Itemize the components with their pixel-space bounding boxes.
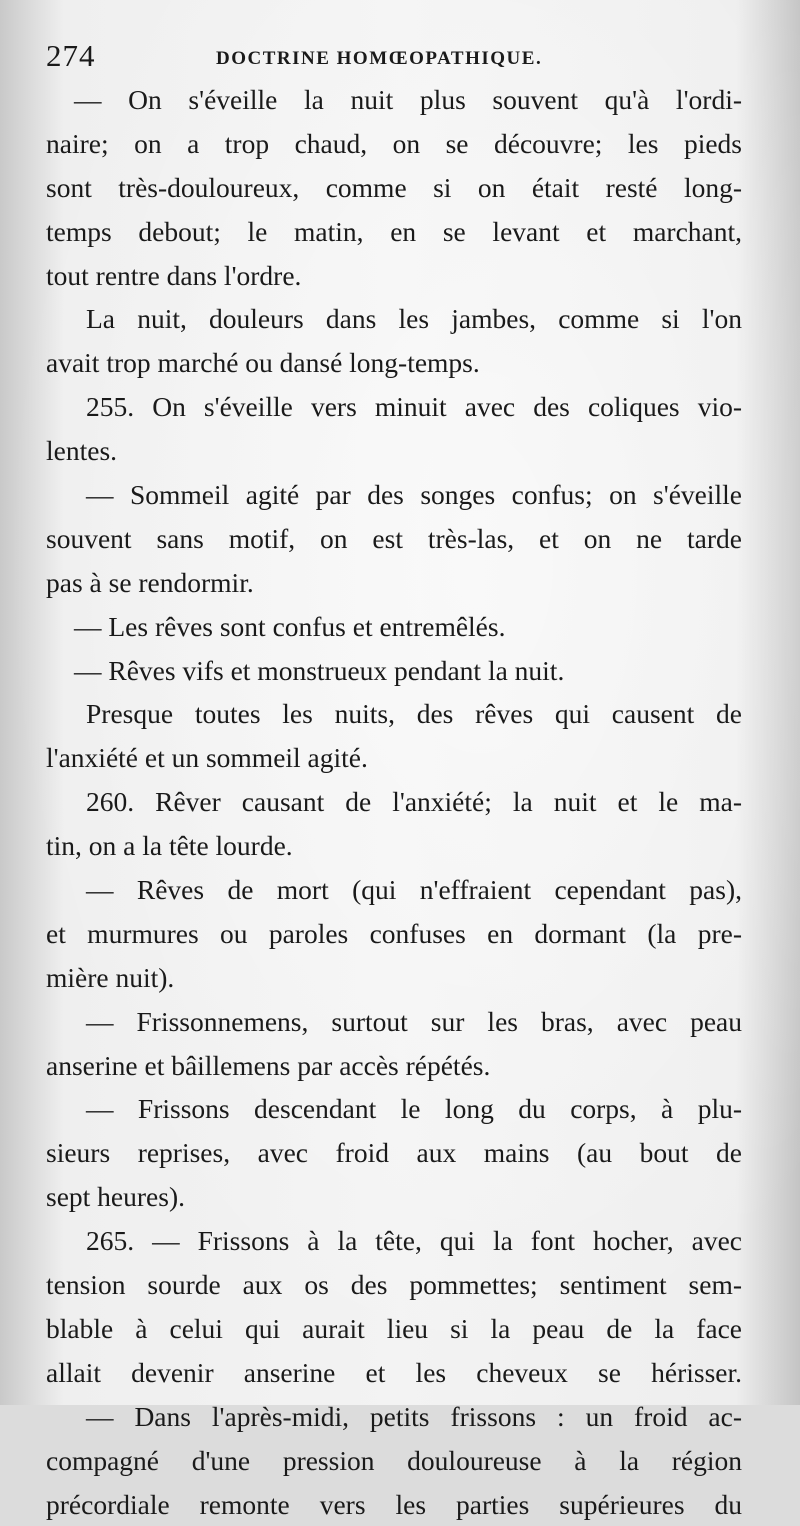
text-line: 260. Rêver causant de l'anxiété; la nuit et le ma- [46,780,742,824]
text-line: La nuit, douleurs dans les jambes, comme si l'on [46,297,742,341]
text-line: naire; on a trop chaud, on se découvre; les pieds [46,122,742,166]
text-line: — On s'éveille la nuit plus souvent qu'à l'ordi- [46,78,742,122]
text-line: mière nuit). [46,956,742,1000]
text-line: sieurs reprises, avec froid aux mains (au bout de [46,1131,742,1175]
text-line: 255. On s'éveille vers minuit avec des coliques vio- [46,385,742,429]
text-line: sont très-douloureux, comme si on était resté long- [46,166,742,210]
text-line: — Dans l'après-midi, petits frissons : un froid ac- [46,1395,742,1439]
text-line: 265. — Frissons à la tête, qui la font hocher, avec [46,1219,742,1263]
text-line: — Rêves de mort (qui n'effraient cependant pas), [46,868,742,912]
text-line: anserine et bâillemens par accès répétés. [46,1044,742,1088]
text-line: et murmures ou paroles confuses en dormant (la pre- [46,912,742,956]
text-line: temps debout; le matin, en se levant et marchant, [46,210,742,254]
text-line: Presque toutes les nuits, des rêves qui causent de [46,692,742,736]
text-line: pas à se rendormir. [46,561,742,605]
text-line: précordiale remonte vers les parties supérieures du [46,1483,742,1526]
body-text [46,78,742,1526]
text-line: l'anxiété et un sommeil agité. [46,736,742,780]
page-header [46,38,752,78]
running-title: DOCTRINE HOMŒOPATHIQUE. [216,48,542,70]
text-line: — Frissonnemens, surtout sur les bras, avec peau [46,1000,742,1044]
text-line: blable à celui qui aurait lieu si la peau de la face [46,1307,742,1351]
text-line: — Frissons descendant le long du corps, à plu- [46,1087,742,1131]
text-line: — Sommeil agité par des songes confus; on s'éveille [46,473,742,517]
page-number: 274 [46,38,96,74]
text-line: avait trop marché ou dansé long-temps. [46,341,742,385]
text-line: allait devenir anserine et les cheveux se hérisser. [46,1351,742,1395]
text-line: lentes. [46,429,742,473]
text-line: — Rêves vifs et monstrueux pendant la nuit. [46,649,742,693]
text-line: — Les rêves sont confus et entremêlés. [46,605,742,649]
text-line: tout rentre dans l'ordre. [46,254,742,298]
text-line: souvent sans motif, on est très-las, et on ne tarde [46,517,742,561]
text-line: tension sourde aux os des pommettes; sentiment sem- [46,1263,742,1307]
text-line: sept heures). [46,1175,742,1219]
text-line: tin, on a la tête lourde. [46,824,742,868]
text-line: compagné d'une pression douloureuse à la région [46,1439,742,1483]
